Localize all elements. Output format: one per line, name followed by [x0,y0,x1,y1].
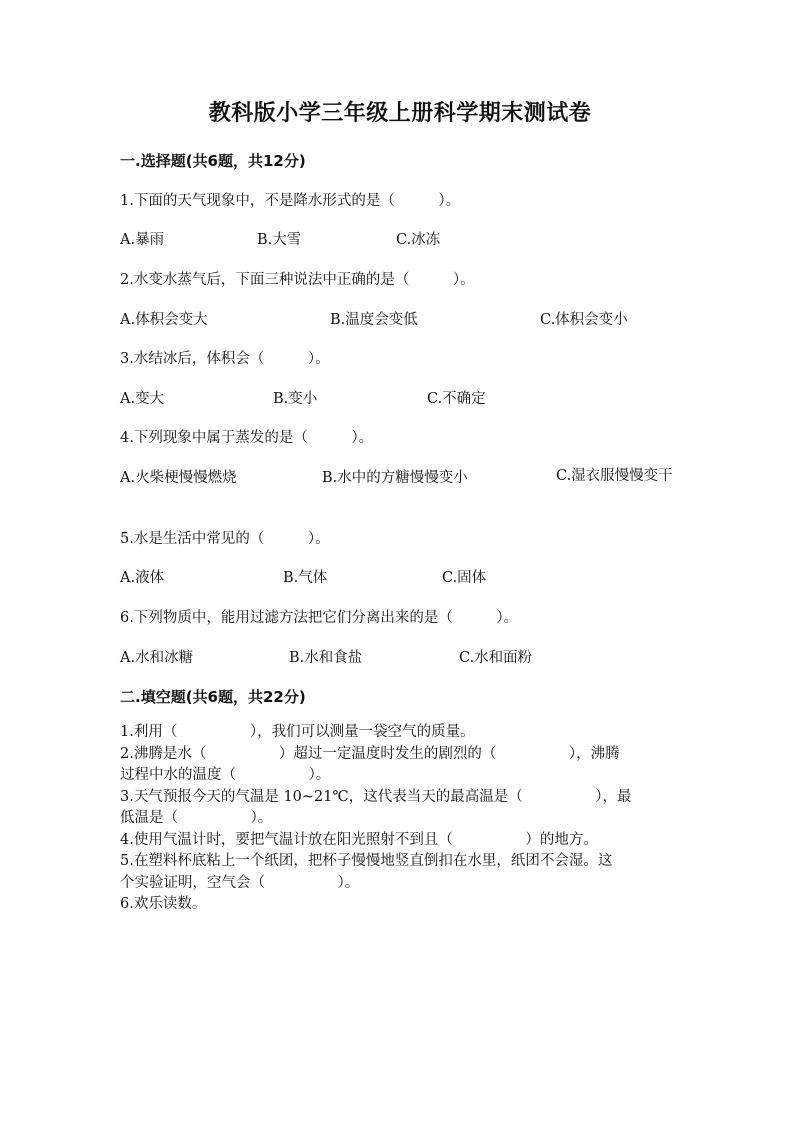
option-c: C.水和面粉 [459,650,533,666]
options-6 [120,646,680,668]
fill-line: 低温是（ ）。 [120,810,273,826]
option-b: B.气体 [283,570,328,586]
page-title: 教科版小学三年级上册科学期末测试卷 [208,101,592,126]
option-a: A.火柴梗慢慢燃烧 [120,470,237,486]
option-c: C.体积会变小 [540,312,628,328]
fill-line: 3.天气预报今天的气温是 10~21℃，这代表当天的最高温是（ ），最 [120,788,632,805]
options-1 [120,228,680,250]
option-c: C.湿衣服慢慢变干 [556,468,673,484]
option-b: B.变小 [273,391,318,407]
question-6: 6.下列物质中，能用过滤方法把它们分离出来的是（ ）。 [120,610,519,626]
option-b: B.水中的方糖慢慢变小 [322,470,468,486]
option-a: A.水和冰糖 [120,650,194,666]
fill-line: 1.利用（ ），我们可以测量一袋空气的质量。 [120,724,475,740]
question-4: 4.下列现象中属于蒸发的是（ ）。 [120,430,374,446]
options-3 [120,387,680,409]
question-3: 3.水结冰后，体积会（ ）。 [120,351,330,367]
fill-line: 6.欢乐读数。 [120,896,207,912]
option-c: C.不确定 [427,391,486,407]
section-heading-choice: 一.选择题(共6题，共12分) [120,152,306,170]
fill-line: 过程中水的温度（ ）。 [120,767,331,783]
option-b: B.大雪 [257,232,302,248]
option-a: A.液体 [120,570,165,586]
options-2 [120,308,680,330]
fill-line: 2.沸腾是水（ ）超过一定温度时发生的剧烈的（ ），沸腾 [120,745,620,762]
question-1: 1.下面的天气现象中，不是降水形式的是（ ）。 [120,193,461,209]
option-b: B.温度会变低 [330,312,418,328]
options-5 [120,566,680,588]
question-2: 2.水变水蒸气后，下面三种说法中正确的是（ ）。 [120,272,475,288]
option-c: C.冰冻 [396,232,441,248]
fill-line: 个实验证明，空气会（ ）。 [120,874,360,891]
fill-line: 5.在塑料杯底粘上一个纸团，把杯子慢慢地竖直倒扣在水里，纸团不会湿。这 [120,853,613,869]
fill-blank-block [120,722,680,916]
option-a: A.体积会变大 [120,312,208,328]
option-a: A.变大 [120,391,165,407]
options-4 [120,466,680,510]
fill-line: 4.使用气温计时，要把气温计放在阳光照射不到且（ ）的地方。 [120,831,598,848]
question-5: 5.水是生活中常见的（ ）。 [120,531,330,547]
option-a: A.暴雨 [120,232,165,248]
option-c: C.固体 [442,570,487,586]
section-heading-fill: 二.填空题(共6题，共22分) [120,688,306,706]
option-b: B.水和食盐 [289,650,363,666]
